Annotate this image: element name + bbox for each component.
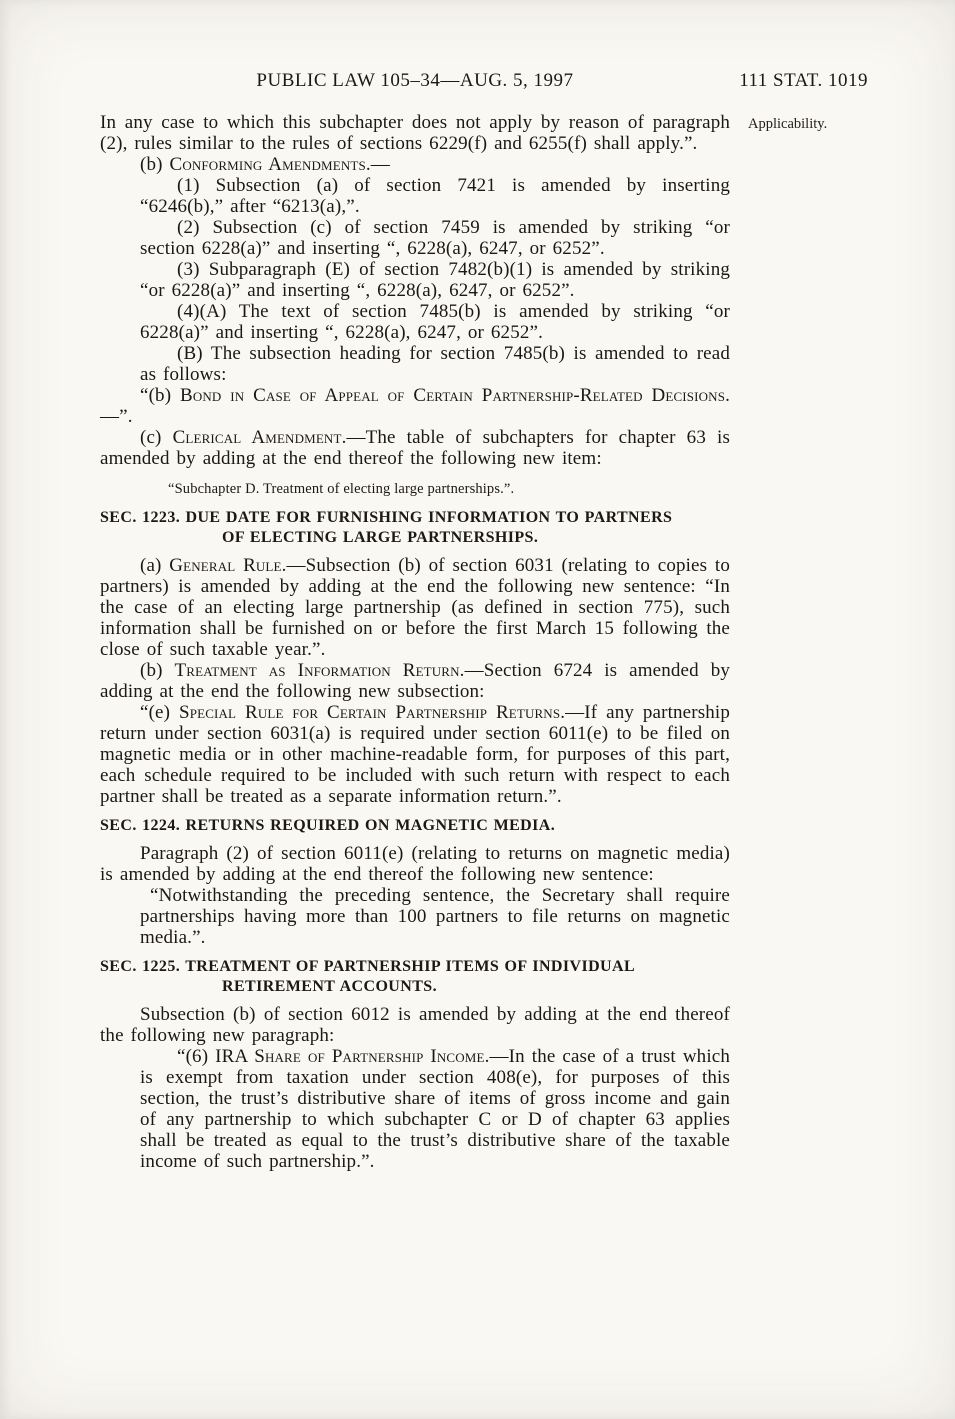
text-run: (b)	[140, 154, 170, 175]
quoted-paragraph	[140, 885, 730, 948]
section-heading-line: SEC. 1224. RETURNS REQUIRED ON MAGNETIC MEDIA.	[100, 817, 556, 834]
section-heading	[100, 957, 730, 997]
text-run: (B) The subsection heading for section 7485(b) is amended to read as follows:	[140, 343, 730, 385]
small-caps-term: Treatment as Information Return	[174, 660, 460, 681]
text-run: (a)	[140, 555, 170, 576]
paragraph	[100, 154, 730, 175]
small-caps-term: Bond in Case of Appeal of Certain Partnership-Related Decisions	[180, 385, 726, 406]
section-heading-line: RETIREMENT ACCOUNTS.	[222, 978, 437, 995]
section-heading	[100, 508, 730, 548]
text-run: (3) Subparagraph (E) of section 7482(b)(1) is amended by striking “or 6228(a)” and inserting “, 6228(a), 6247, or 6252”.	[140, 259, 730, 301]
text-run: “(b)	[140, 385, 181, 406]
paragraph	[140, 175, 730, 217]
paragraph	[140, 343, 730, 385]
paragraph	[100, 555, 730, 660]
text-run: Subsection (b) of section 6012 is amended by adding at the end thereof the following new paragraph:	[100, 1004, 730, 1046]
section-heading-line: SEC. 1225. TREATMENT OF PARTNERSHIP ITEMS OF INDIVIDUAL	[100, 958, 636, 975]
section-heading-line: SEC. 1223. DUE DATE FOR FURNISHING INFORMATION TO PARTNERS	[100, 509, 673, 526]
statute-page-number: 111 STAT. 1019	[739, 70, 868, 91]
text-run: .—In the case of a trust which is exempt from taxation under section 408(e), for purposes of this section, the trust’s distributive share of items of gross income and gain of any partnership to which subchapter C or D of chapter 63 applies shall be treated as equal to the trust’s distributive share of the taxable income of such partnership.”.	[140, 1046, 730, 1172]
paragraph	[100, 427, 730, 469]
paragraph	[100, 702, 730, 807]
paragraph	[100, 385, 730, 427]
document-body	[100, 112, 730, 1172]
text-run: .—Subsection (b) of section 6031 (relating to copies to partners) is amended by adding at the end the following new sentence: “In the case of an electing large partnership (as defined in section 775), such information shall be furnished on or before the first March 15 following the close of such taxable year.”.	[100, 555, 730, 660]
small-caps-term: Special Rule for Certain Partnership Returns	[179, 702, 561, 723]
text-run: “(e)	[140, 702, 179, 723]
text-run: “Notwithstanding the preceding sentence, the Secretary shall require partnerships having more than 100 partners to file returns on magnetic media.”.	[140, 885, 730, 948]
text-run: .—If any partnership return under section 6031(a) is required under section 6011(e) to be filed on magnetic media or in other machine-readable form, for purposes of this part, each schedule required to be included with such return with respect to each partner shall be treated as a separate information return.”.	[100, 702, 730, 807]
text-run: .—The table of subchapters for chapter 63 is amended by adding at the end thereof the following new item:	[100, 427, 730, 469]
text-run: (2) Subsection (c) of section 7459 is amended by striking “or section 6228(a)” and inserting “, 6228(a), 6247, or 6252”.	[140, 217, 730, 259]
paragraph	[100, 112, 730, 154]
section-heading-line: OF ELECTING LARGE PARTNERSHIPS.	[222, 529, 539, 546]
small-caps-term: Conforming Amendments	[169, 154, 366, 175]
margin-note-applicability: Applicability.	[748, 116, 828, 132]
text-run: (4)(A) The text of section 7485(b) is amended by striking “or 6228(a)” and inserting “, 6228(a), 6247, or 6252”.	[140, 301, 730, 343]
small-caps-term: General Rule	[169, 555, 282, 576]
paragraph	[140, 301, 730, 343]
paragraph	[140, 217, 730, 259]
law-title: PUBLIC LAW 105–34—AUG. 5, 1997	[256, 70, 574, 91]
paragraph	[100, 1004, 730, 1046]
text-run: (1) Subsection (a) of section 7421 is amended by inserting “6246(b),” after “6213(a),”.	[140, 175, 730, 217]
text-run: .—”.	[100, 385, 730, 427]
text-run: .—Section 6724 is amended by adding at the end the following new subsection:	[100, 660, 730, 702]
paragraph	[140, 259, 730, 301]
section-heading	[100, 816, 730, 836]
small-caps-term: Clerical Amendment	[172, 427, 342, 448]
text-run: .—	[365, 154, 390, 175]
text-run: Paragraph (2) of section 6011(e) (relating to returns on magnetic media) is amended by adding at the end thereof the following new sentence:	[100, 843, 730, 885]
paragraph	[100, 843, 730, 885]
text-run: (b)	[140, 660, 175, 681]
paragraph	[100, 660, 730, 702]
text-run: (c)	[140, 427, 173, 448]
text-run: “(6)	[177, 1046, 216, 1067]
paragraph	[140, 1046, 730, 1172]
page-header	[100, 70, 868, 96]
small-caps-term: IRA Share of Partnership Income	[215, 1046, 485, 1067]
subchapter-table-item	[168, 480, 730, 498]
text-run: In any case to which this subchapter does not apply by reason of paragraph (2), rules similar to the rules of sections 6229(f) and 6255(f) shall apply.”.	[100, 112, 730, 154]
text-run: “Subchapter D. Treatment of electing large partnerships.”.	[168, 481, 515, 497]
